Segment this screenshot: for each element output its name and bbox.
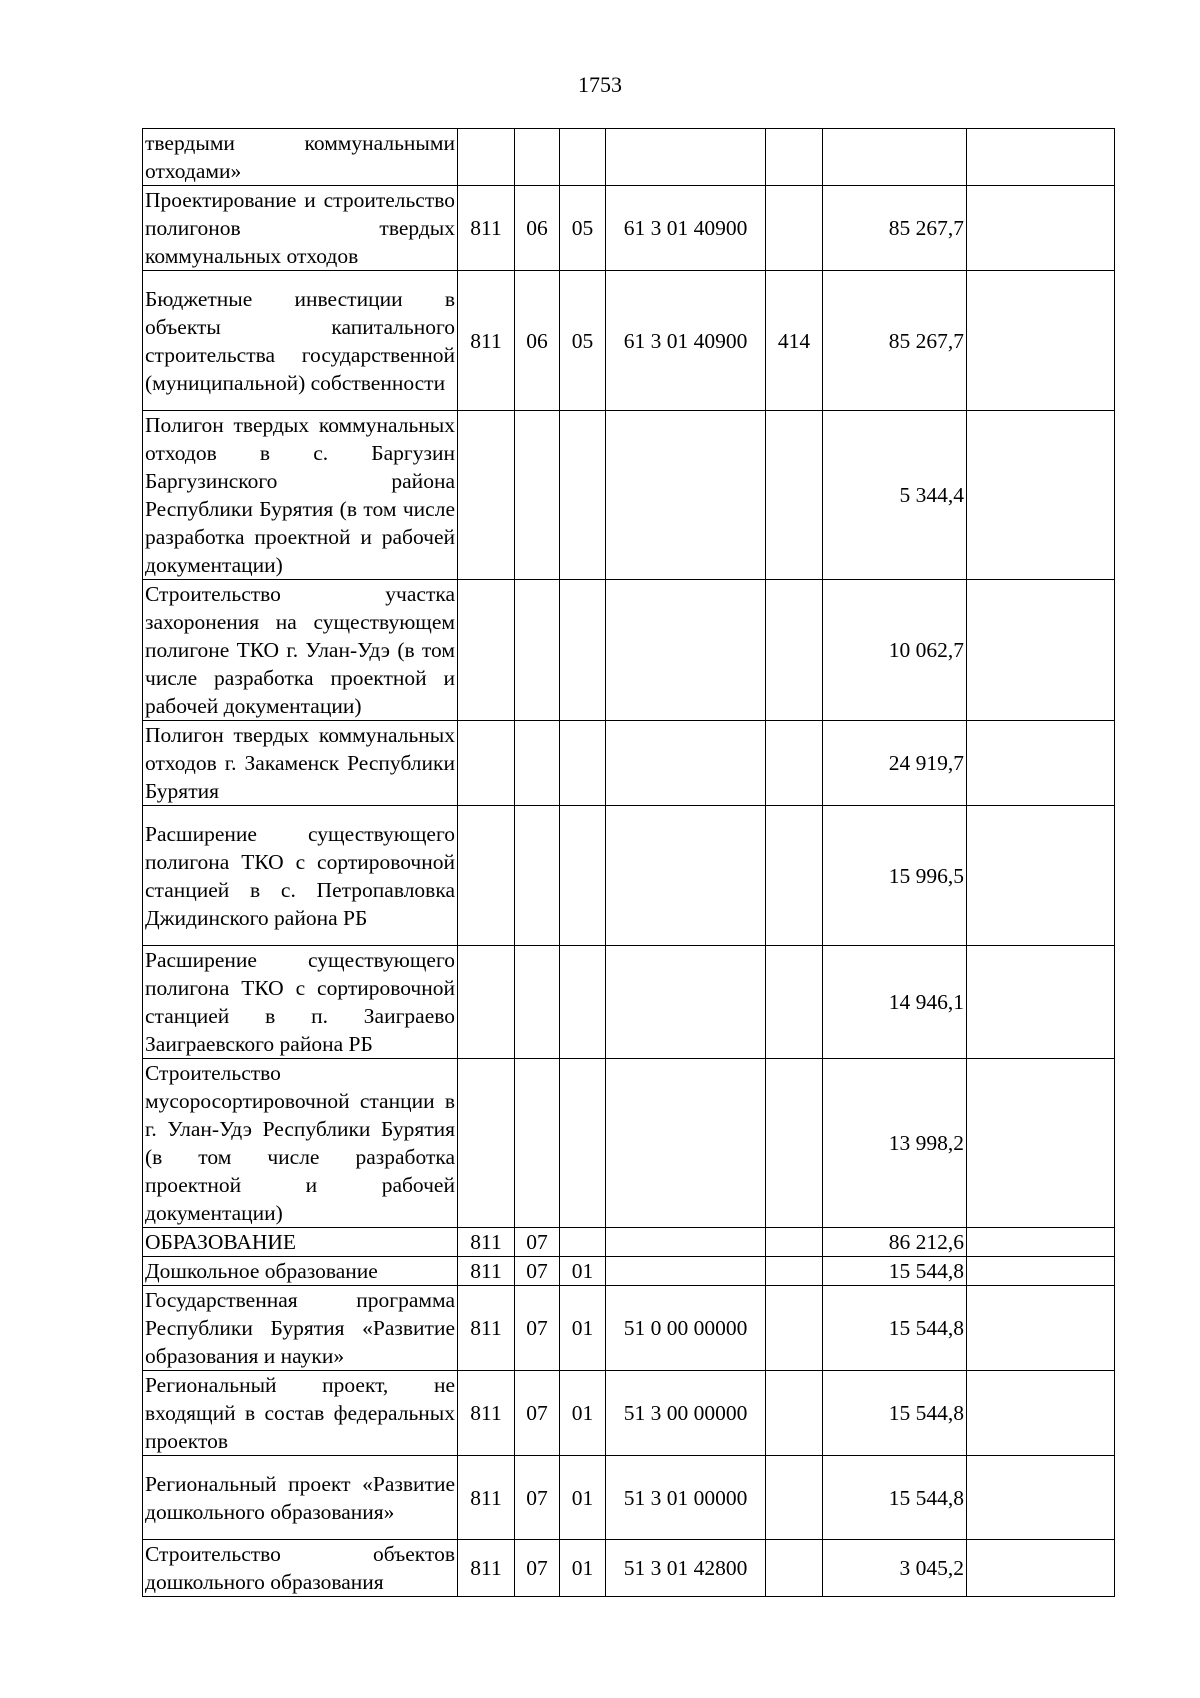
target-article-cell: 51 3 01 42800: [606, 1540, 766, 1597]
target-article-cell: [606, 1059, 766, 1228]
subsection-code-cell: 01: [560, 1540, 606, 1597]
amount-cell: 5 344,4: [823, 411, 967, 580]
expense-type-cell: [766, 1456, 823, 1540]
item-name-cell: Региональный проект, не входящий в состав федеральных проектов: [143, 1371, 458, 1456]
target-article-cell: [606, 806, 766, 946]
subsection-code-cell: 05: [560, 186, 606, 271]
section-code-cell: 07: [515, 1257, 560, 1286]
section-code-cell: [515, 721, 560, 806]
subsection-code-cell: 01: [560, 1286, 606, 1371]
item-name-cell: ОБРАЗОВАНИЕ: [143, 1228, 458, 1257]
section-code-cell: [515, 1059, 560, 1228]
expense-type-cell: [766, 1059, 823, 1228]
target-article-cell: [606, 580, 766, 721]
item-name-cell: Расширение существующего полигона ТКО с сортировочной станцией в с. Петропавловка Джидинского района РБ: [143, 806, 458, 946]
empty-cell: [967, 946, 1115, 1059]
subsection-code-cell: [560, 946, 606, 1059]
section-code-cell: 07: [515, 1286, 560, 1371]
empty-cell: [967, 411, 1115, 580]
subsection-code-cell: 01: [560, 1456, 606, 1540]
empty-cell: [967, 1371, 1115, 1456]
empty-cell: [967, 1540, 1115, 1597]
table-row: [143, 1540, 1115, 1597]
item-name-cell: Полигон твердых коммунальных отходов г. Закаменск Республики Бурятия: [143, 721, 458, 806]
target-article-cell: [606, 721, 766, 806]
empty-cell: [967, 1059, 1115, 1228]
target-article-cell: 61 3 01 40900: [606, 271, 766, 411]
amount-cell: 15 996,5: [823, 806, 967, 946]
subsection-code-cell: [560, 721, 606, 806]
section-code-cell: 07: [515, 1228, 560, 1257]
expense-type-cell: [766, 1257, 823, 1286]
empty-cell: [967, 1228, 1115, 1257]
section-code-cell: 07: [515, 1371, 560, 1456]
grbs-code-cell: [458, 806, 515, 946]
table-row: [143, 1228, 1115, 1257]
item-name-cell: Бюджетные инвестиции в объекты капитального строительства государственной (муниципальной) собственности: [143, 271, 458, 411]
item-name-cell: Расширение существующего полигона ТКО с сортировочной станцией в п. Заиграево Заиграевского района РБ: [143, 946, 458, 1059]
expense-type-cell: [766, 1371, 823, 1456]
table-row: [143, 129, 1115, 186]
item-name-cell: Строительство мусоросортировочной станции в г. Улан-Удэ Республики Бурятия (в том числе разработка проектной и рабочей документации): [143, 1059, 458, 1228]
amount-cell: 85 267,7: [823, 186, 967, 271]
item-name-cell: Региональный проект «Развитие дошкольного образования»: [143, 1456, 458, 1540]
amount-cell: 15 544,8: [823, 1456, 967, 1540]
table-row: [143, 271, 1115, 411]
subsection-code-cell: [560, 1228, 606, 1257]
table-row: [143, 1456, 1115, 1540]
page-number: 1753: [578, 72, 622, 97]
item-name-cell: Полигон твердых коммунальных отходов в с. Баргузин Баргузинского района Республики Бурятия (в том числе разработка проектной и рабочей документации): [143, 411, 458, 580]
amount-cell: 14 946,1: [823, 946, 967, 1059]
amount-cell: 13 998,2: [823, 1059, 967, 1228]
item-name-cell: Государственная программа Республики Бурятия «Развитие образования и науки»: [143, 1286, 458, 1371]
item-name-cell: Проектирование и строительство полигонов твердых коммунальных отходов: [143, 186, 458, 271]
section-code-cell: 06: [515, 271, 560, 411]
subsection-code-cell: 01: [560, 1371, 606, 1456]
target-article-cell: [606, 1257, 766, 1286]
item-name-cell: Дошкольное образование: [143, 1257, 458, 1286]
empty-cell: [967, 1286, 1115, 1371]
subsection-code-cell: 01: [560, 1257, 606, 1286]
grbs-code-cell: 811: [458, 1228, 515, 1257]
expense-type-cell: [766, 1228, 823, 1257]
amount-cell: [823, 129, 967, 186]
expense-type-cell: [766, 129, 823, 186]
expense-type-cell: [766, 186, 823, 271]
subsection-code-cell: [560, 1059, 606, 1228]
table-row: [143, 1257, 1115, 1286]
item-name-cell: Строительство участка захоронения на существующем полигоне ТКО г. Улан-Удэ (в том числе разработка проектной и рабочей документации): [143, 580, 458, 721]
section-code-cell: [515, 806, 560, 946]
empty-cell: [967, 721, 1115, 806]
expense-type-cell: [766, 946, 823, 1059]
target-article-cell: 61 3 01 40900: [606, 186, 766, 271]
section-code-cell: 07: [515, 1456, 560, 1540]
expense-type-cell: [766, 806, 823, 946]
amount-cell: 10 062,7: [823, 580, 967, 721]
table-row: [143, 1371, 1115, 1456]
target-article-cell: [606, 1228, 766, 1257]
grbs-code-cell: 811: [458, 1540, 515, 1597]
subsection-code-cell: [560, 411, 606, 580]
table-row: [143, 806, 1115, 946]
empty-cell: [967, 1456, 1115, 1540]
table-row: [143, 411, 1115, 580]
section-code-cell: [515, 129, 560, 186]
amount-cell: 15 544,8: [823, 1286, 967, 1371]
subsection-code-cell: [560, 129, 606, 186]
amount-cell: 15 544,8: [823, 1371, 967, 1456]
empty-cell: [967, 806, 1115, 946]
target-article-cell: 51 3 01 00000: [606, 1456, 766, 1540]
amount-cell: 86 212,6: [823, 1228, 967, 1257]
table-row: [143, 1059, 1115, 1228]
amount-cell: 3 045,2: [823, 1540, 967, 1597]
grbs-code-cell: [458, 580, 515, 721]
grbs-code-cell: [458, 411, 515, 580]
expense-type-cell: [766, 1540, 823, 1597]
empty-cell: [967, 1257, 1115, 1286]
grbs-code-cell: 811: [458, 186, 515, 271]
subsection-code-cell: 05: [560, 271, 606, 411]
target-article-cell: [606, 946, 766, 1059]
table-row: [143, 946, 1115, 1059]
grbs-code-cell: 811: [458, 1257, 515, 1286]
grbs-code-cell: [458, 1059, 515, 1228]
section-code-cell: [515, 946, 560, 1059]
section-code-cell: 06: [515, 186, 560, 271]
table-row: [143, 186, 1115, 271]
table-row: [143, 580, 1115, 721]
table-row: [143, 1286, 1115, 1371]
grbs-code-cell: 811: [458, 271, 515, 411]
grbs-code-cell: 811: [458, 1286, 515, 1371]
empty-cell: [967, 271, 1115, 411]
grbs-code-cell: 811: [458, 1371, 515, 1456]
expense-type-cell: 414: [766, 271, 823, 411]
grbs-code-cell: [458, 129, 515, 186]
target-article-cell: 51 0 00 00000: [606, 1286, 766, 1371]
expense-type-cell: [766, 721, 823, 806]
budget-table: [142, 128, 1115, 1597]
item-name-cell: Строительство объектов дошкольного образования: [143, 1540, 458, 1597]
section-code-cell: [515, 411, 560, 580]
amount-cell: 85 267,7: [823, 271, 967, 411]
amount-cell: 15 544,8: [823, 1257, 967, 1286]
grbs-code-cell: [458, 946, 515, 1059]
section-code-cell: 07: [515, 1540, 560, 1597]
expense-type-cell: [766, 411, 823, 580]
target-article-cell: [606, 411, 766, 580]
grbs-code-cell: 811: [458, 1456, 515, 1540]
subsection-code-cell: [560, 580, 606, 721]
empty-cell: [967, 129, 1115, 186]
target-article-cell: [606, 129, 766, 186]
empty-cell: [967, 580, 1115, 721]
empty-cell: [967, 186, 1115, 271]
amount-cell: 24 919,7: [823, 721, 967, 806]
target-article-cell: 51 3 00 00000: [606, 1371, 766, 1456]
subsection-code-cell: [560, 806, 606, 946]
item-name-cell: твердыми коммунальными отходами»: [143, 129, 458, 186]
grbs-code-cell: [458, 721, 515, 806]
expense-type-cell: [766, 1286, 823, 1371]
table-row: [143, 721, 1115, 806]
expense-type-cell: [766, 580, 823, 721]
section-code-cell: [515, 580, 560, 721]
